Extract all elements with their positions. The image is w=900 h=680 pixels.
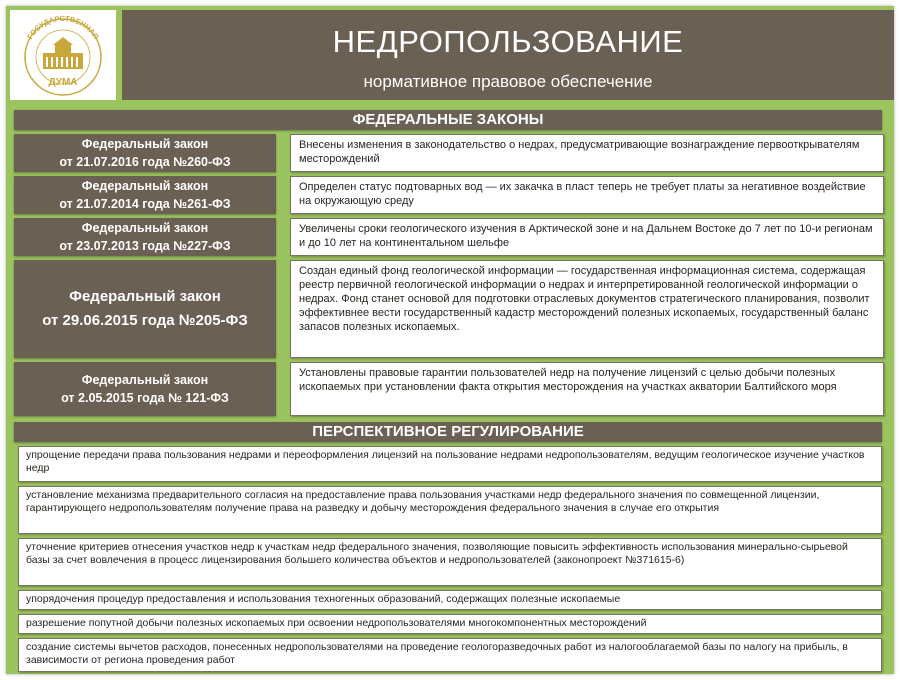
law-label-line2: от 21.07.2016 года №260-ФЗ: [59, 155, 231, 169]
law-label-261: [14, 176, 276, 214]
law-label-260: [14, 134, 276, 172]
perspective-item: упорядочения процедур предоставления и использования техногенных образований, содержащих полезные ископаемые: [18, 590, 882, 610]
law-label-line2: от 29.06.2015 года №205-ФЗ: [42, 312, 248, 329]
law-description-261: Определен статус подтоварных вод — их закачка в пласт теперь не требует платы за негативное воздействие на окружающую среду: [290, 176, 884, 214]
law-label-line1: Федеральный закон: [81, 221, 209, 235]
law-label-121: [14, 362, 276, 416]
perspective-item: создание системы вычетов расходов, понесенных недропользователями на проведение геологоразведочных работ из налогооблагаемой базы по налогу на прибыль, в зависимости от региона проведения работ: [18, 638, 882, 672]
law-label-line1: Федеральный закон: [69, 288, 221, 305]
title-box: [122, 10, 894, 100]
perspective-item: установление механизма предварительного согласия на предоставление права пользования участками недр федерального значения по совмещенной лицензии, гарантирующего недропользователям получение права на разведку и добычу месторождения федерального значения в случае его открытия: [18, 486, 882, 534]
perspective-item: уточнение критериев отнесения участков недр к участкам недр федерального значения, позволяющие повысить эффективность использования минерально-сырьевой базы за счет вовлечения в процесс лицензирования большего количества объектов и недропользователей (законопроект №371615-6): [18, 538, 882, 586]
law-label-227: [14, 218, 276, 256]
logo: [10, 10, 116, 100]
perspective-heading: ПЕРСПЕКТИВНОЕ РЕГУЛИРОВАНИЕ: [14, 422, 882, 442]
logo-bottom-text: ДУМА: [48, 77, 78, 88]
perspective-item: разрешение попутной добычи полезных ископаемых при освоении недропользователями многокомпонентных месторождений: [18, 614, 882, 634]
svg-text:ГОСУДАРСТВЕННАЯ: [25, 14, 100, 41]
duma-building-icon: [13, 13, 113, 97]
law-description-227: Увеличены сроки геологического изучения в Арктической зоне и на Дальнем Востоке до 7 лет по 10-и регионам и до 10 лет на континентальном шельфе: [290, 218, 884, 256]
law-description-260: Внесены изменения в законодательство о недрах, предусматривающие вознаграждение первооткрывателям месторождений: [290, 134, 884, 172]
law-label-205: [14, 260, 276, 358]
law-label-line2: от 21.07.2014 года №261-ФЗ: [59, 197, 231, 211]
law-description-121: Установлены правовые гарантии пользователей недр на получение лицензий с целью добычи полезных ископаемых при установлении факта открытия месторождения на участках акватории Балтийского моря: [290, 362, 884, 416]
law-label-line2: от 23.07.2013 года №227-ФЗ: [59, 239, 231, 253]
law-label-line2: от 2.05.2015 года № 121-ФЗ: [61, 391, 229, 405]
federal-laws-heading: ФЕДЕРАЛЬНЫЕ ЗАКОНЫ: [14, 110, 882, 130]
law-description-205: Создан единый фонд геологической информации — государственная информационная система, содержащая реестр первичной геологической информации о недрах и интерпретированной геологической информации о недрах. Фонд станет основой для подготовки отраслевых документов стратегического планирования, позволит эффективнее вести государственный кадастр месторождений полезных ископаемых, государственный баланс запасов полезных ископаемых.: [290, 260, 884, 358]
perspective-item: упрощение передачи права пользования недрами и переоформления лицензий на пользование недрами недропользователям, ведущим геологическое изучение участков недр: [18, 446, 882, 482]
page-title: НЕДРОПОЛЬЗОВАНИЕ: [332, 24, 684, 59]
law-label-line1: Федеральный закон: [81, 179, 209, 193]
law-label-line1: Федеральный закон: [81, 137, 209, 151]
law-label-line1: Федеральный закон: [81, 373, 209, 387]
logo-top-text: ГОСУДАРСТВЕННАЯ: [25, 13, 101, 41]
page-subtitle: нормативное правовое обеспечение: [363, 72, 653, 91]
